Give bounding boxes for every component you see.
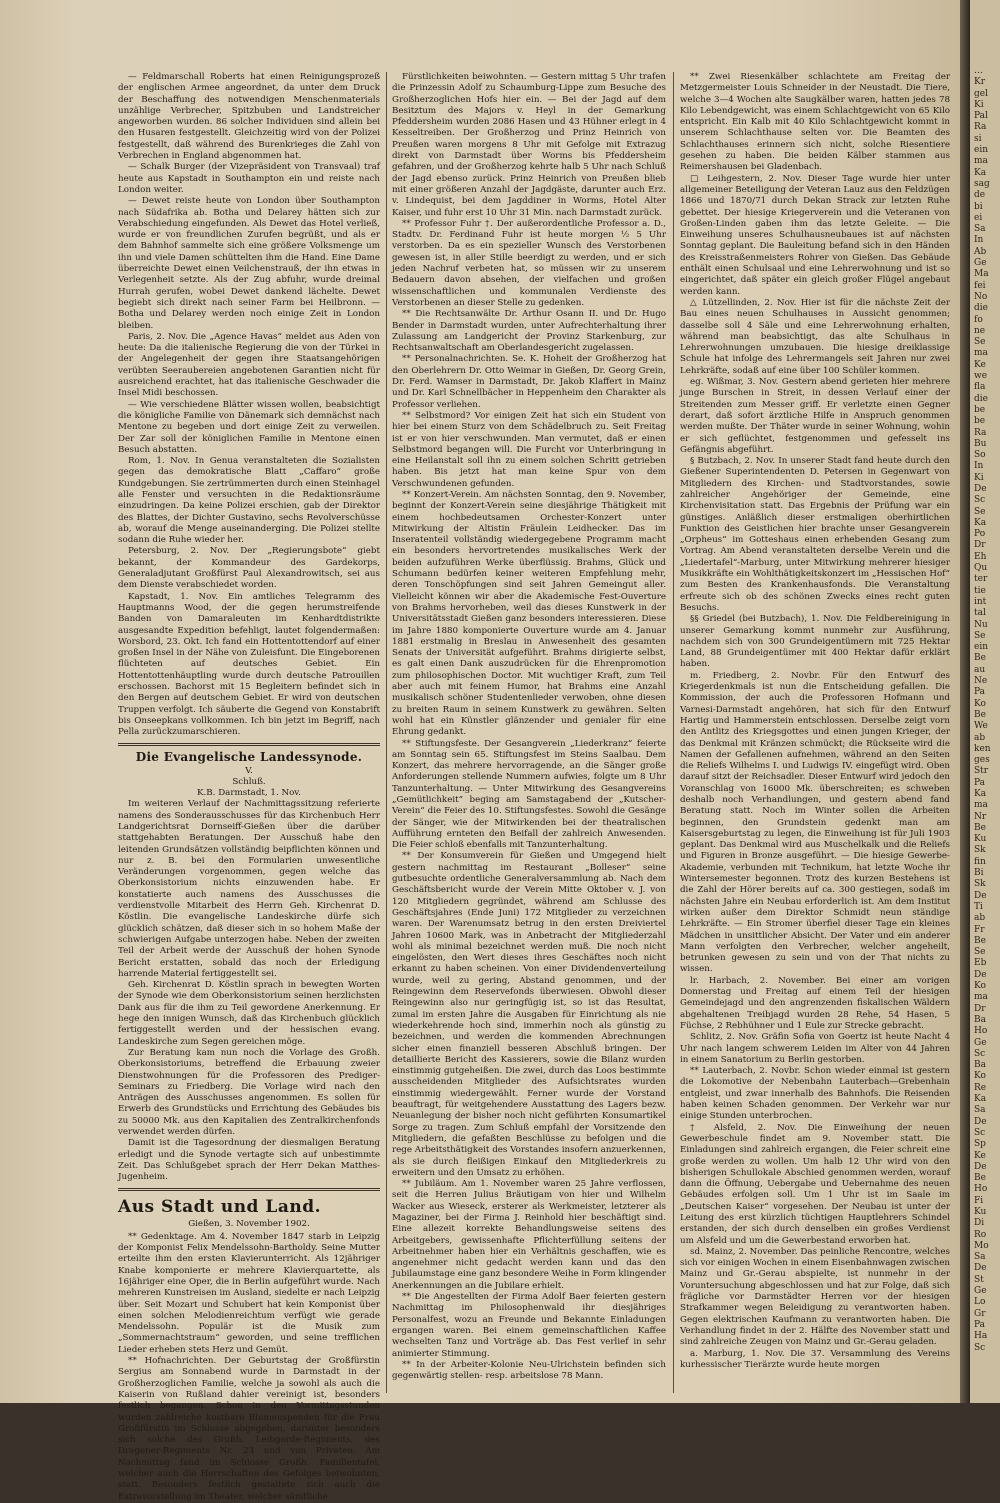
article-paragraph: §§ Griedel (bei Butzbach), 1. Nov. Die Feldbereinigung in unserer Gemarkung kommt nunmehr zur Ausführung, nachdem sich von 300 Grundeigentümern mit 725 Hektar Land, 88 Grundeigentümer mit 400 Hektar dafür erklärt haben. bbox=[680, 614, 950, 670]
article-paragraph: Damit ist die Tagesordnung der diesmaligen Beratung erledigt und die Synode vertagte sich auf unbestimmte Zeit. Das Schlußgebet sprach der Herr Dekan Matthes-Jugenheim. bbox=[118, 1138, 380, 1183]
adjacent-page-fragment: ges bbox=[974, 755, 990, 766]
adjacent-page-fragment: int bbox=[974, 596, 987, 607]
column-3 bbox=[680, 72, 950, 1393]
article-paragraph: Fürstlichkeiten beiwohnten. — Gestern mittag 5 Uhr trafen die Prinzessin Adolf zu Schaumburg-Lippe zum Besuche des Großherzoglichen Hofs hier ein. — Bei der Jagd auf dem Besitztum des Majors v. Heyl in der Gemarkung Pfeddersheim wurden 2086 Hasen und 43 Hühner erlegt in 4 Kesseltreiben. Der Großherzog und Prinz Heinrich von Preußen waren morgens 8 Uhr mit Gefolge mit Extrazug direkt von Darmstadt über Worms bis Pfeddersheim gefahren, und der Großherzog kehrte halb 5 Uhr nach Schluß der Jagd ebenso zurück. Prinz Heinrich von Preußen blieb mit einer größeren Anzahl der Jagdgäste, darunter auch Erz. v. Lindequist, bei dem Jagddiner in Worms, Hotel Alter Kaiser, und fuhr erst 10 Uhr 31 Min. nach Darmstadt zurück. bbox=[392, 72, 666, 218]
adjacent-page-fragment: Po bbox=[974, 529, 986, 540]
adjacent-page-fragment: Be bbox=[974, 935, 986, 946]
adjacent-page-fragment: Ke bbox=[974, 359, 986, 370]
adjacent-page-fragment: Ki bbox=[974, 99, 984, 110]
adjacent-page-fragment: Se bbox=[974, 506, 986, 517]
adjacent-page-fragment: ein bbox=[974, 145, 989, 156]
adjacent-page-fragment: Ko bbox=[974, 981, 986, 992]
article-paragraph: Im weiteren Verlauf der Nachmittagssitzung referierte namens des Sonderausschusses für das Kirchenbuch Herr Landgerichtsrat Dornseiff-Gießen über die darüber stattgehabten Beratungen. Der Ausschuß habe den leitenden Grundsätzen vollständig beipflichten können und nur z. B. bei den Formularien unwesentliche Veränderungen vorgenommen, gegen welche das Oberkonsistorium nichts einzuwenden habe. Er konstatierte auch namens des Ausschusses die verdienstvolle Mitarbeit des Herrn Geh. Kirchenrat D. Köstlin. Die evangelische Landeskirche dürfe sich glücklich schätzen, daß dieser sich in so hohem Maße der schwierigen Aufgabe unterzogen habe. Neben der zweiten Teil der Arbeit werde der Ausschuß der hohen Synode Bericht erstatten, sobald das noch der Erledigung harrende Material fertiggestellt sei. bbox=[118, 799, 380, 979]
adjacent-page-fragment: Pa bbox=[974, 1319, 986, 1330]
column-2 bbox=[392, 72, 666, 1393]
adjacent-page-fragment: Ka bbox=[974, 789, 987, 799]
adjacent-page-fragment: Sc bbox=[974, 495, 986, 506]
adjacent-page-fragment: Ge bbox=[974, 258, 987, 269]
adjacent-page-fragment: Pal bbox=[974, 111, 988, 122]
adjacent-page-fragment: Nr bbox=[974, 811, 987, 822]
adjacent-page-fragment: de bbox=[974, 190, 986, 201]
adjacent-page-fragment: ma bbox=[974, 348, 988, 359]
article-paragraph: Geh. Kirchenrat D. Köstlin sprach in bewegten Worten der Synode wie dem Oberkonsistorium seinen herzlichsten Dank aus für die ihm zu Teil gewordene Anerkennung. Er hege den innigen Wunsch, daß das Kirchenbuch glücklich fertiggestellt werden und der hessischen evang. Landeskirche zum Segen gereichen möge. bbox=[118, 980, 380, 1047]
adjacent-page-fragment: Sc bbox=[974, 1127, 986, 1138]
adjacent-page-fragment: Eh bbox=[974, 551, 987, 562]
adjacent-page-fragment: sag bbox=[974, 178, 990, 189]
article-paragraph: □ Leihgestern, 2. Nov. Dieser Tage wurde hier unter allgemeiner Beteiligung der Veteran Lauz aus den Feldzügen 1866 und 1870/71 durch Dekan Strack zur letzten Ruhe gebettet. Der hiesige Kriegerverein und die Veteranen von Großen-Linden gaben ihm das letzte Geleite. — Die Einweihung unseres Schulhausneubaues ist auf nächsten Sonntag geplant. Die Bauleitung befand sich in den Händen des Kreisstraßenmeisters Rohrer von Gießen. Das Gebäude enthält einen Schulsaal und eine Lehrerwohnung und ist so eingerichtet, daß später ein gleich großer Flügel angebaut werden kann. bbox=[680, 173, 950, 297]
adjacent-page-fragment: Dr bbox=[974, 1003, 986, 1014]
adjacent-page-fragment: be bbox=[974, 416, 986, 427]
adjacent-page-fragment: Re bbox=[974, 1082, 987, 1093]
adjacent-page-fragment: Sc bbox=[974, 1342, 986, 1353]
adjacent-page-fragment: si bbox=[974, 133, 982, 144]
adjacent-page-fragment: Bu bbox=[974, 438, 987, 449]
article-paragraph: — Schalk Burger (der Vizepräsident von Transvaal) traf heute aus Kapstadt in Southampton ein und reiste nach London weiter. bbox=[118, 162, 380, 195]
adjacent-page-fragment: Str bbox=[974, 766, 989, 777]
article-paragraph: † Alsfeld, 2. Nov. Die Einweihung der neuen Gewerbeschule findet am 9. November statt. Die Einladungen sind zahlreich ergangen, die Feier schreit eine große werden zu wollen. Um halb 12 Uhr wird von den bisherigen Schullokale Abschied genommen werden, worauf dann die Öffnung, Uebergabe und Uebernahme des neuen Gebäudes erfolgen soll. Um 1 Uhr ist im Saale im „Deutschen Kaiser“ vorgesehen. Der Neubau ist unter der Leitung des erst kürzlich tüchtigen Hauptlehrers Schindel erstanden, der sich durch denselben ein großes Verdienst um Alsfeld und um die Gewerbestand erworben hat. bbox=[680, 1122, 950, 1246]
adjacent-page-fragment: bi bbox=[974, 201, 983, 212]
adjacent-page-fragment: we bbox=[974, 371, 988, 382]
adjacent-page-fragment: fin bbox=[974, 856, 986, 867]
adjacent-page-fragment: Gr bbox=[974, 1308, 986, 1319]
article-paragraph: △ Lützellinden, 2. Nov. Hier ist für die nächste Zeit der Bau eines neuen Schulhauses in Aussicht genommen; dasselbe soll 4 Säle und eine Lehrerwohnung erhalten, während man beabsichtigt, das alte Schulhaus in Lehrerwohnungen umzubauen. Die hiesige dreiklassige Schule hat infolge des Lehrermangels seit Jahren nur zwei Lehrkräfte, sodaß auf eine über 100 Schüler kommen. bbox=[680, 297, 950, 376]
adjacent-page-fragment: tal bbox=[974, 608, 986, 619]
article-paragraph: ** Konzert-Verein. Am nächsten Sonntag, den 9. November, beginnt der Konzert-Verein seine diesjährige Thätigkeit mit einem hochbedeutsamen Orchester-Konzert unter Mitwirkung der Altistin Fräulein Leidhecker. Das im Inseratenteil vollständig wiedergegebene Programm macht ein besonders hervortretendes musikalisches Werk der beiden aufzuführen Werke überflüssig. Brahms, Glück und Schumann bedürfen keiner weiteren Empfehlung mehr, deren Tonschöpfungen sind seit Jahren Gemeingut aller. Vielleicht können wir aber die Akademische Fest-Ouverture von Brahms hervorheben, weil das dieses Kunstwerk in der Universitätsstadt Gießen ganz besonders interessieren. Diese im Jahre 1880 komponierte Ouverture wurde am 4. Januar 1881 erstmalig in Breslau in Anwesenheit des gesamten Senats der Universität aufgeführt. Brahms dirigierte selbst, es galt einen Dank auszudrücken für die Ehrenpromotion zum philosophischen Doctor. Mit wuchtiger Kraft, zum Teil aber auch mit feinem Humor, hat Brahms eine Anzahl musikalisch schöner Studentenlieder verwoben, ohne diesen zu breiten Raum in seinem Kunstwerk zu gewähren. Selten wohl hat ein Künstler glänzender und genialer für eine Ehrung gedankt. bbox=[392, 489, 666, 738]
column-rule bbox=[673, 72, 674, 1393]
section-separator bbox=[118, 1188, 380, 1191]
section-heading: Aus Stadt und Land. bbox=[118, 1196, 321, 1217]
adjacent-page-fragment: In bbox=[974, 235, 984, 246]
adjacent-page-fragment: ma bbox=[974, 800, 988, 811]
adjacent-page-fragment: Ho bbox=[974, 1184, 988, 1195]
adjacent-page-fragment: Pa bbox=[974, 687, 986, 698]
adjacent-page-fragment: Ha bbox=[974, 1331, 988, 1342]
adjacent-page-fragment: Ra bbox=[974, 427, 987, 438]
adjacent-page-fragment: So bbox=[974, 450, 986, 461]
adjacent-page-fragment: Ka bbox=[974, 1094, 987, 1105]
adjacent-page-fragment: die bbox=[974, 303, 988, 314]
adjacent-page-fragment: Sk bbox=[974, 845, 986, 856]
article-paragraph: — Wie verschiedene Blätter wissen wollen, beabsichtigt die königliche Familie von Dänemark sich demnächst nach Mentone zu begeben und dort einige Zeit zu verweilen. Der Zar soll der königlichen Familie in Mentone einen Besuch abstatten. bbox=[118, 399, 380, 455]
article-paragraph: — Dewet reiste heute von London über Southampton nach Südafrika ab. Botha und Delarey hätten sich zur Verabschiedung eingefunden. Als Dewet das Hotel verließ, wurde er von freundlichen Zurufen begrüßt, und als er dem Bahnhof sammelte sich eine größere Volksmenge um ihn und viele Damen schüttelten ihm die Hand. Eine Dame überreichte Dewet einen Veilchenstrauß, der ihn etwas in Verlegenheit setzte. Als der Zug abfuhr, wurde dreimal Hurrah gerufen, wobei Dewet dankend lächelte. Dewet begiebt sich direkt nach seiner Farm bei Heilbronn. — Botha und Delarey werden noch einige Zeit in London bleiben. bbox=[118, 196, 380, 331]
adjacent-page-fragment: gel bbox=[974, 88, 988, 99]
adjacent-page-fragment: Sk bbox=[974, 879, 986, 890]
article-paragraph: § Butzbach, 2. Nov. In unserer Stadt fand heute durch den Gießener Superintendenten D. Petersen in Gegenwart von Mitgliedern des Kirchen- und Stadtvorstandes, sowie zahlreicher Angehöriger der Gemeinde, eine Kirchenvisitation statt. Das Ergebnis der Prüfung war ein günstiges. Anläßlich dieser erstmaligen oberhirtlichen Funktion des Geistlichen hier brachte unser Gesangverein „Orpheus“ im Gotteshaus einen erhebenden Gesang zum Vortrag. Am Abend veranstalteten derselbe Verein und die „Liedertafel“-Marburg, unter Mitwirkung mehrerer hiesiger Musikkräfte ein Wohlthätigkeitskonzert im „Hessischen Hof“ zum Besten des Krankenhausfonds. Die Veranstaltung erfreute sich ob des schönen Zwecks eines recht guten Besuchs. bbox=[680, 456, 950, 613]
adjacent-page-fragment: In bbox=[974, 461, 984, 472]
article-paragraph: Kapstadt, 1. Nov. Ein amtliches Telegramm des Hauptmanns Wood, der die gegen herumstreifende Banden von Damaraleuten im Kenhardtdistrikte ausgesandte Expedition befehligt, lautet folgendermaßen: Worsbord, 23. Okt. Ich fand ein Hottentottendorf auf einer großen Insel in der Nähe von Zuleisfunt. Die Eingeborenen flüchteten auf deutsches Gebiet. Ein Hottentottenhäuptling wurde durch deutsche Patrouillen erschossen. Bachorst mit 15 Begleitern befindet sich in den Bergen auf deutschem Gebiet. Er wird von deutschen Truppen verfolgt. Ich säuberte die Gegend von Konstabrift bis Onseepkans vollkommen. Ich bin jetzt im Begriff, nach Pella zurückzumarschieren. bbox=[118, 591, 380, 738]
adjacent-page-fragment: Sa bbox=[974, 224, 986, 235]
article-paragraph: sd. Mainz, 2. November. Das peinliche Rencontre, welches sich vor einigen Wochen in einem Eisenbahnwagen zwischen Mainz und Gr.-Gerau abspielte, ist nunmehr in der Voruntersuchung abgeschlossen und hat zur Folge, daß sich frägliche vor Darmstädter Herren vor der hiesigen Strafkammer wegen Beleidigung zu verantworten haben. Gegen elektrischen Kaufmann zu verantworten haben. Die Verhandlung findet in der 2. Hälfte des November statt und sind zahlreiche Zeugen von Mainz und Gr.-Gerau geladen. bbox=[680, 1246, 950, 1348]
section-subheading: Schluß. bbox=[232, 776, 266, 787]
article-paragraph: ** Stiftungsfeste. Der Gesangverein „Liederkranz“ feierte am Sonntag sein 65. Stiftungsfest im Steins Saalbau. Dem Konzert, das mehrere hervorragende, an die Sänger große Anforderungen stellende Nummern aufwies, folgte um 8 Uhr Tanzunterhaltung. — Unter Mitwirkung des Gesangvereins „Gemütlichkeit“ beging am Samstagabend der „Kutscher-Verein“ die Feier des 10. Stiftungsfestes. Sowohl die Gesänge der Sänger, wie der Mitwirkenden bei der theatralischen Aufführung ernteten den Beifall der zahlreich Anwesenden. Die Feier schloß ebenfalls mit Tanzunterhaltung. bbox=[392, 738, 666, 851]
adjacent-page-fragment: ein bbox=[974, 642, 989, 653]
section-part: V. bbox=[245, 765, 253, 776]
adjacent-page-fragment: fei bbox=[974, 280, 986, 291]
article-paragraph: ** Lauterbach, 2. Novbr. Schon wieder einmal ist gestern die Lokomotive der Nebenbahn Lauterbach—Grebenhain entgleist, und zwar innerhalb des Bahnhofs. Die Reisenden haben keinen Schaden genommen. Der Verkehr war nur einige Stunden unterbrochen. bbox=[680, 1066, 950, 1122]
adjacent-page-fragment: Fi bbox=[974, 1195, 984, 1206]
adjacent-page-fragment: Se bbox=[974, 947, 986, 958]
adjacent-page-fragment: Fr bbox=[974, 924, 985, 935]
adjacent-page-fragment: Ku bbox=[974, 1206, 987, 1217]
book-spine bbox=[960, 0, 970, 1403]
adjacent-page-fragment: De bbox=[974, 1116, 987, 1127]
article-paragraph: Paris, 2. Nov. Die „Agence Havas“ meldet aus Aden von heute: Da die italienische Regierung die von der Türkei in der Angelegenheit der gegen ihre Staatsangehörigen verübten Seeraubereien angebotenen Garantien nicht für ausreichend erachtet, hat das italienische Geschwader die Insel Midi beschossen. bbox=[118, 331, 380, 399]
adjacent-page-fragment: Pa bbox=[974, 777, 986, 788]
adjacent-page-fragment: ab bbox=[974, 913, 986, 924]
adjacent-page-edge bbox=[970, 0, 1000, 1403]
adjacent-page-fragment: Qu bbox=[974, 563, 988, 574]
adjacent-page-fragment: tie bbox=[974, 585, 986, 596]
adjacent-page-fragment: be bbox=[974, 404, 986, 415]
adjacent-page-fragment: ei bbox=[974, 212, 983, 223]
adjacent-page-fragment: Ge bbox=[974, 1037, 987, 1048]
adjacent-page-fragment: Be bbox=[974, 822, 986, 833]
adjacent-page-fragment: Ab bbox=[974, 246, 987, 257]
adjacent-page-fragment: ne bbox=[974, 325, 986, 336]
adjacent-page-fragment: Eb bbox=[974, 958, 987, 969]
adjacent-page-fragment: Ho bbox=[974, 1026, 988, 1037]
article-paragraph: — Feldmarschall Roberts hat einen Reinigungsprozeß der englischen Armee angeordnet, da unter dem Druck der Beschaffung des notwendigen Menschenmaterials unzählige Verbrecher, Spitzbuben und Landstreicher angeworben wurden. 86 solcher Individuen sind allein bei den Husaren festgestellt. Gleichzeitig wird von der Polizei festgestellt, daß während des Burenkrieges die Zahl von Verbrechen in England abgenommen hat. bbox=[118, 72, 380, 162]
adjacent-page-fragment: Ko bbox=[974, 698, 986, 709]
adjacent-page-fragment: Ge bbox=[974, 1286, 987, 1297]
adjacent-page-fragment: Ki bbox=[974, 472, 984, 483]
adjacent-page-fragment: fo bbox=[974, 314, 983, 325]
adjacent-page-fragment: De bbox=[974, 1263, 987, 1274]
adjacent-page-fragment: Sa bbox=[974, 1105, 986, 1116]
adjacent-page-fragment: Dr bbox=[974, 540, 986, 551]
article-paragraph: ** In der Arbeiter-Kolonie Neu-Ulrichstein befinden sich gegenwärtig stellen- resp. arbeitslose 78 Mann. bbox=[392, 1359, 666, 1382]
adjacent-page-fragment: Ko bbox=[974, 1071, 986, 1082]
adjacent-page-text bbox=[970, 0, 1000, 1354]
adjacent-page-fragment: Ke bbox=[974, 1150, 986, 1161]
article-paragraph: lr. Harbach, 2. November. Bei einer am vorigen Donnerstag und Freitag auf einem Teil der hiesigen Gemeindejagd und den angrenzenden fiskalischen Wäldern abgehaltenen Treibjagd wurden 28 Rehe, 54 Hasen, 5 Füchse, 2 Rebhühner und 1 Eule zur Strecke gebracht. bbox=[680, 975, 950, 1031]
article-paragraph: ** Die Angestellten der Firma Adolf Baer feierten gestern Nachmittag im Philosophenwald ihr diesjähriges Personalfest, wozu an Freunde und Bekannte Einladungen ergangen waren. Bei einem gemeinschaftlichen Kaffee wechselten Tanz und Vorträge ab. Das Fest verlief in sehr animierter Stimmung. bbox=[392, 1292, 666, 1359]
adjacent-page-fragment: Di bbox=[974, 1218, 985, 1229]
adjacent-page-fragment: Be bbox=[974, 1173, 986, 1184]
adjacent-page-fragment: Se bbox=[974, 337, 986, 348]
article-paragraph: eg. Wißmar, 3. Nov. Gestern abend gerieten hier mehrere junge Burschen in Streit, in dessen Verlauf einer der Streitenden zum Messer griff. Er verletzte einen Gegner derart, daß sofort ärztliche Hilfe in Anspruch genommen werden mußte. Der Thäter wurde in seiner Wohnung, wohin er sich geflüchtet, festgenommen und gefesselt ins Gefängnis abgeführt. bbox=[680, 377, 950, 455]
article-paragraph: ** Gedenktage. Am 4. November 1847 starb in Leipzig der Komponist Felix Mendelssohn-Bartholdy. Seine Mutter erteilte ihm den ersten Klavierunterricht. Als 12jähriger Knabe komponierte er mehrere Klavierquartette, als 16jähriger eine Oper, die in Berlin aufgeführt wurde. Nach mehreren Kunstreisen im Ausland, siedelte er nach Leipzig über. Seit Mozart und Schubert hat kein Komponist über einen solchen Melodienreichtum verfügt wie gerade Mendelssohn. Populär ist die Musik zum „Sommernachtstraum“ geworden, und seine trefflichen Lieder erheben stets Herz und Gemüt. bbox=[118, 1231, 380, 1355]
adjacent-page-fragment: fla bbox=[974, 382, 986, 393]
article-paragraph: Schlitz, 2. Nov. Gräfin Sofia von Goertz ist heute Nacht 4 Uhr nach langem schwerem Leiden im Alter von 44 Jahren in einem Sanatorium zu Berlin gestorben. bbox=[680, 1032, 950, 1065]
adjacent-page-fragment: Kr bbox=[974, 77, 986, 88]
adjacent-page-fragment: Ti bbox=[974, 901, 983, 912]
article-paragraph: Petersburg, 2. Nov. Der „Regierungsbote“ giebt bekannt, der Kommandeur des Gardekorps, Generaladjutant Großfürst Paul Alexandrowitsch, sei aus dem Dienste verabschiedet worden. bbox=[118, 546, 380, 591]
article-paragraph: Rom, 1. Nov. In Genua veranstalteten die Sozialisten gegen das demokratische Blatt „Caffaro“ große Kundgebungen. Sie zertrümmerten durch einen Steinhagel alle Fenster und versuchten in die Redaktionsräume einzudringen. Da keine Polizei erschien, gab der Direktor des Blattes, der Dichter Gustavino, sechs Revolverschüsse ab, worauf die Menge auseinanderging. Die Polizei stellte sodann die Ruhe wieder her. bbox=[118, 456, 380, 546]
adjacent-page-fragment: … bbox=[974, 66, 983, 76]
adjacent-page-fragment: Se bbox=[974, 630, 986, 641]
adjacent-page-fragment: ab bbox=[974, 732, 986, 743]
adjacent-page-fragment: Sc bbox=[974, 1048, 986, 1059]
dateline: K.B. Darmstadt, 1. Nov. bbox=[197, 788, 301, 799]
adjacent-page-fragment: St bbox=[974, 1274, 984, 1285]
article-paragraph: Zur Beratung kam nun noch die Vorlage des Großh. Oberkonsistoriums, betreffend die Erbauung zweier Dienstwohnungen für die Professoren des Prediger-Seminars zu Friedberg. Die Vorlage wird nach den Anträgen des Ausschusses angenommen. Es sollen für Erwerb des Grundstücks und Errichtung des Gebäudes bis zu 50000 Mk. aus den Kapitalien des Zentralkirchenfonds verwendet werden dürfen. bbox=[118, 1047, 380, 1138]
article-paragraph: ** Der Konsumverein für Gießen und Umgegend hielt gestern nachmittag im Restaurant „Bolleser“ seine gutbesuchte ordentliche Generalversammlung ab. Nach dem Geschäftsbericht wurde der Verein Mitte Oktober v. J. von 120 Mitgliedern gegründet, während am Schlusse des Geschäftsjahres (Ende Juni) 172 Mitglieder zu verzeichnen waren. Der Warenumsatz betrug in den ersten Dreiviertel Jahren 10600 Mark, was in Anbetracht der Mitgliederzahl wohl als minimal bezeichnet werden muß. Die noch nicht eingelösten, den Wert dieses ihres Geschäftes noch nicht erkannt zu haben scheinen. Von einer Dividendenverteilung wurde, weil zu gering, Abstand genommen, und der Reingewinn dem Reservefonds überwiesen. Obwohl dieser Reingewinn also nur geringfügig ist, so ist das Resultat, zumal im ersten Jahre die Ausgaben für Einrichtung als nie wiederkehrende hoch sind, immerhin noch als günstig zu bezeichnen, und werden die kommenden Abrechnungen sicher einen finanziell besseren Abschluß bringen. Der detaillierte Bericht des Kassierers, sowie die Bilanz wurden einstimmig gutgeheißen. Die zwei, durch das Loos bestimmte ausscheidenden Mitglieder des Aufsichtsrates wurden einstimmig wiedergewählt. Ferner wurde der Vorstand beauftragt, für weitgehendere Ausstattung des Lagers bezw. Neuanlegung der bisher noch nicht geführten Konsumartikel Sorge zu tragen. Zum Schluß empfahl der Vorsitzende den Mitgliedern, die gefaßten Beschlüsse zu befolgen und die rege Arbeitsthätigkeit des Vorstandes insofern anzuerkennen, als sie durch fleißigen Einkauf den Mitgliederkreis zu erweitern und den Umsatz zu erhöhen. bbox=[392, 851, 666, 1178]
adjacent-page-fragment: Ku bbox=[974, 834, 987, 845]
article-paragraph: m. Friedberg, 2. Novbr. Für den Entwurf des Kriegerdenkmals ist nun die Entscheidung gefallen. Die Kommission, der auch die Professoren Hofmann und Varnesi-Darmstadt angehören, hat sich für den Entwurf Hartig und Hammerstein entschlossen. Derselbe zeigt vorn den Antlitz des Kriegsgottes und einen jungen Krieger, der das Denkmal mit Kränzen schmückt; die Rückseite wird die Namen der Gefallenen aufnehmen, während an den Seiten die Reliefs Wilhelms I. und Ludwigs IV. eingefügt wird. Oben darauf sitzt der Reichsadler. Dieser Entwurf wird jedoch den Voranschlag von 16000 Mk. überschreiten; es schweben deshalb noch Verhandlungen, und gestern abend fand Beratung statt. Noch im Winter sollen die Arbeiten beginnen, den Grundstein gedenkt man am Kaisersgeburtstag zu legen, die Einweihung ist für Juli 1903 geplant. Das Denkmal wird aus Muschelkalk und die Reliefs und Figuren in Bronze ausgeführt. — Die hiesige Gewerbe-Akademie, verbunden mit Technikum, hat letzte Woche ihr Wintersemester begonnen. Trotz des kurzen Bestehens ist die Zahl der Hörer bereits auf ca. 300 gestiegen, sodaß im nächsten Jahre ein Neubau erforderlich ist. Am dem Institut wirken außer dem Direktor Schmidt neun ständige Lehrkräfte. — Ein Stromer überfiel dieser Tage ein kleines Mädchen in unsittlicher Absicht. Der Vater und ein anderer Mann verfolgten den Verbrecher, welcher angeheilt, betrunken gewesen zu sein und von der That nichts zu wissen. bbox=[680, 670, 950, 975]
adjacent-page-fragment: au bbox=[974, 664, 986, 675]
adjacent-page-fragment: ma bbox=[974, 156, 988, 167]
adjacent-page-fragment: De bbox=[974, 890, 987, 901]
adjacent-page-fragment: Be bbox=[974, 709, 986, 720]
adjacent-page-fragment: ter bbox=[974, 574, 988, 585]
adjacent-page-fragment: Ne bbox=[974, 676, 988, 687]
adjacent-page-fragment: Ma bbox=[974, 269, 989, 280]
adjacent-page-fragment: Ka bbox=[974, 167, 987, 178]
section-heading: Die Evangelische Landessynode. bbox=[135, 749, 363, 764]
article-paragraph: ** Zwei Riesenkälber schlachtete am Freitag der Metzgermeister Louis Schneider in der Neustadt. Die Tiere, welche 3—4 Wochen alte Saugkälber waren, hatten jedes 78 Kilo Lebendgewicht, was einem Schlachtgewicht von 65 Kilo entspricht. Ein Kalb mit 40 Kilo Schlachtgewicht kommt in unserem Schlachthause selten vor. Die Beamten des Schlachthauses erinnern sich nicht, solche Riesentiere gesehen zu haben. Die beiden Kälber stammen aus Reimershausen bei Gladenbach. bbox=[680, 72, 950, 173]
article-paragraph: ** Jubiläum. Am 1. November waren 25 Jahre verflossen, seit die Herren Julius Bräutigam von hier und Wilhelm Wacker aus Wieseck, ersterer als Werkmeister, letzterer als Magaziner, bei der Firma J. Reinhold hier beschäftigt sind. Eine allezeit korrekte Behandlungsweise seitens des Arbeitgebers, gewissenhafte Pflichterfüllung seitens der Arbeitnehmer haben hier ein Verhältnis geschaffen, wie es angenehmer nicht gedacht werden kann und das den Jubilaumstage eine ganz besondere Weihe in Form klingender Anerkennungen an die Jubilare erhielt. bbox=[392, 1179, 666, 1291]
adjacent-page-fragment: Sa bbox=[974, 1252, 986, 1263]
adjacent-page-fragment: De bbox=[974, 1161, 987, 1172]
adjacent-page-fragment: Sp bbox=[974, 1139, 986, 1150]
column-rule bbox=[386, 72, 387, 1393]
adjacent-page-fragment: Ra bbox=[974, 122, 987, 133]
section-separator bbox=[118, 743, 380, 746]
adjacent-page-fragment: We bbox=[974, 721, 988, 732]
adjacent-page-fragment: Ba bbox=[974, 1060, 986, 1071]
adjacent-page-fragment: Ba bbox=[974, 1014, 986, 1025]
adjacent-page-fragment: Lo bbox=[974, 1297, 986, 1308]
article-paragraph: ** Professor Fuhr †. Der außerordentliche Professor a. D., Stadtv. Dr. Ferdinand Fuhr ist heute morgen ½ 5 Uhr verstorben. Da es ein spezieller Wunsch des Verstorbenen gewesen ist, in aller Stille beerdigt zu werden, und er sich jeden Nachruf verbeten hat, so müssen wir zu unserem Bedauern davon absehen, der vielfachen und großen wissenschaftlichen und kommunalen Verdienste des Verstorbenen an dieser Stelle zu gedenken. bbox=[392, 218, 666, 308]
article-paragraph: ** Personalnachrichten. Se. K. Hoheit der Großherzog hat den Oberlehrern Dr. Otto Weimar in Gießen, Dr. Georg Grein, Dr. Ferd. Wamser in Darmstadt, Dr. Jakob Klaffert in Mainz und Dr. Karl Schnellbächer in Heppenheim den Charakter als Professor verliehen. bbox=[392, 354, 666, 410]
adjacent-page-fragment: Be bbox=[974, 653, 986, 664]
adjacent-page-fragment: Ka bbox=[974, 517, 987, 528]
adjacent-page-fragment: De bbox=[974, 969, 987, 980]
adjacent-page-fragment: Nu bbox=[974, 619, 988, 630]
adjacent-page-fragment: Mo bbox=[974, 1240, 989, 1251]
adjacent-page-fragment: Bi bbox=[974, 868, 984, 879]
adjacent-page-fragment: die bbox=[974, 393, 988, 404]
adjacent-page-fragment: De bbox=[974, 483, 987, 494]
article-paragraph: ** Die Rechtsanwälte Dr. Arthur Osann II. und Dr. Hugo Bender in Darmstadt wurden, unter Aufrechterhaltung ihrer Zulassung am Landgericht der Provinz Starkenburg, zur Rechtsanwaltschaft am Oberlandesgericht zugelassen. bbox=[392, 309, 666, 354]
adjacent-page-fragment: Ro bbox=[974, 1229, 987, 1240]
adjacent-page-fragment: ma bbox=[974, 992, 988, 1003]
article-paragraph: ** Selbstmord? Vor einigen Zeit hat sich ein Student von hier bei einem Sturz von dem Schädelbruch zu. Seit Freitag ist er von hier verschwunden. Man vermutet, daß er einen Selbstmord begangen will. Die Furcht vor Unterbringung in eine Heilanstalt soll ihn zu einem solchen Schritt getrieben haben. Bis jetzt hat man keine Spur von dem Verschwundenen gefunden. bbox=[392, 410, 666, 489]
article-paragraph: a. Marburg, 1. Nov. Die 37. Versammlung des Vereins kurhessischer Tierärzte wurde heute morgen bbox=[680, 1348, 950, 1370]
adjacent-page-fragment: No bbox=[974, 291, 988, 302]
article-paragraph: ** Hofnachrichten. Der Geburtstag der Großfürstin Sergius am Sonnabend wurde in Darmstadt in der Großherzoglichen Familie, welche ja sowohl als auch die Kaiserin von Rußland dahier vereinigt ist, besonders festlich begangen. Schon in den Vormittagsstunden wurden zahlreiche kostbare Blumenspenden für die Frau Großfürstin im Schlosse abgegeben, darunter besonders sich solche des Großh. Leibgarde-Regiments, des Dragoner-Regiments Nr. 23 und von Privaten. Am Nachmittag fand im Schlosse Großh. Familientafel, welcher auch die Herrschaften des Gefolges beiwohnten, statt. Besonders festlich gestaltete sich auch die Extravorstellung im Theater, welcher sämtliche bbox=[118, 1356, 380, 1502]
dateline: Gießen, 3. November 1902. bbox=[188, 1218, 310, 1229]
column-1 bbox=[118, 72, 380, 1502]
adjacent-page-fragment: ken bbox=[974, 743, 991, 754]
